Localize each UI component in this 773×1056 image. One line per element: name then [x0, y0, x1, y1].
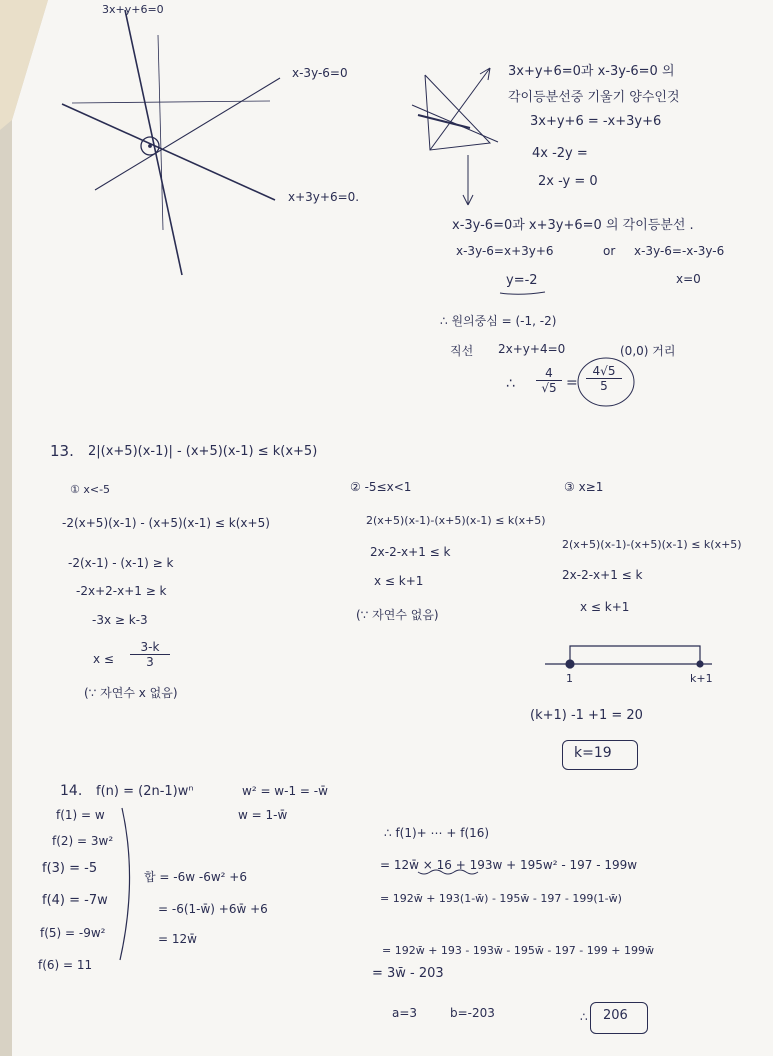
- sol12-or: or: [603, 244, 616, 258]
- p13-case1-l5: x ≤: [93, 652, 114, 666]
- sol12-res-x: x=0: [676, 272, 701, 286]
- sol12-res-y: y=-2: [506, 273, 538, 288]
- sol12-frac1: $\frac{4}{√5}$: [536, 366, 562, 395]
- p14-w-sq: w² = w-1 = -w̄: [242, 784, 328, 798]
- p13-case1-l4: -3x ≥ k-3: [92, 613, 148, 627]
- p13-case2-l1: 2(x+5)(x-1)-(x+5)(x-1) ≤ k(x+5): [366, 514, 546, 527]
- p13-count: (k+1) -1 +1 = 20: [530, 708, 643, 723]
- sol12-dist: (0,0) 거리: [620, 344, 676, 358]
- p13-number: 13.: [50, 442, 74, 460]
- p14-r2: = 192w̄ + 193(1-w̄) - 195w̄ - 197 - 199(1-w̄): [380, 892, 622, 905]
- p13-case3-title: ③ x≥1: [564, 480, 604, 494]
- p14-sum1: 합 = -6w -6w² +6: [144, 870, 247, 884]
- p13-case1-note: (∵ 자연수 x 없음): [84, 686, 178, 700]
- p13-inequality: 2|(x+5)(x-1)| - (x+5)(x-1) ≤ k(x+5): [88, 444, 318, 459]
- p14-r3: = 192w̄ + 193 - 193w̄ - 195w̄ - 197 - 199 + 199w̄: [382, 944, 654, 957]
- p13-case2-l2: 2x-2-x+1 ≤ k: [370, 545, 451, 559]
- sketch-line-x+3y+6: [62, 104, 275, 200]
- p13-case2-title: ② -5≤x<1: [350, 480, 412, 494]
- p14-number: 14.: [60, 783, 83, 799]
- sol12-line1: 3x+y+6=0과 x-3y-6=0 의: [508, 64, 675, 79]
- p13-case1-frac: $\frac{3-k}{3}$: [130, 640, 170, 669]
- sol12-line-label: 직선: [450, 344, 474, 358]
- p14-f2: f(2) = 3w²: [52, 834, 114, 848]
- sol12-eq4: x-3y-6=x+3y+6: [456, 244, 554, 258]
- p13-case1-l1: -2(x+5)(x-1) - (x+5)(x-1) ≤ k(x+5): [62, 516, 270, 530]
- sketch-line-x-3y-6: [95, 78, 280, 190]
- p13-answer: k=19: [574, 745, 612, 761]
- p14-f1: f(1) = w: [56, 808, 105, 822]
- sol12-eq1: 3x+y+6 = -x+3y+6: [530, 114, 662, 129]
- sol12-line2: 각이등분선중 기울기 양수인것: [508, 90, 680, 105]
- label-line-x+3y+6: x+3y+6=0.: [288, 190, 360, 204]
- p13-case2-note: (∵ 자연수 없음): [356, 608, 439, 622]
- sol12-eq2: 4x -2y =: [532, 146, 588, 161]
- p13-case2-l3: x ≤ k+1: [374, 574, 424, 588]
- sol12-line-eq: 2x+y+4=0: [498, 342, 566, 356]
- p13-case1-title: ① x<-5: [70, 483, 111, 496]
- sol12-therefore: ∴: [506, 376, 515, 392]
- p14-r0: ∴ f(1)+ ⋯ + f(16): [384, 826, 490, 840]
- y-axis: [158, 35, 163, 230]
- p14-f4: f(4) = -7w: [42, 893, 108, 908]
- p14-b: b=-203: [450, 1006, 495, 1020]
- sol12-eq3: 2x -y = 0: [538, 174, 598, 189]
- label-line-3x+y+6: 3x+y+6=0: [102, 3, 164, 16]
- p13-case3-l3: x ≤ k+1: [580, 600, 630, 614]
- p14-r4: = 3w̄ - 203: [372, 966, 444, 981]
- p14-r1: = 12w̄ × 16 + 193w + 195w² - 197 - 199w: [380, 858, 638, 872]
- sol12-center: ∴ 원의중심 = (-1, -2): [440, 314, 557, 328]
- p13-numberline-right: k+1: [690, 672, 713, 685]
- p14-answer: 206: [603, 1008, 628, 1023]
- sol12-line3: x-3y-6=0과 x+3y+6=0 의 각이등분선 .: [452, 218, 694, 233]
- p13-numberline-left: 1: [566, 672, 573, 685]
- p14-fn: f(n) = (2n-1)wⁿ: [96, 784, 194, 799]
- p14-therefore: ∴: [580, 1010, 588, 1024]
- sol12-eq5: x-3y-6=-x-3y-6: [634, 244, 725, 258]
- p14-w-def: w = 1-w̄: [238, 808, 288, 822]
- p14-a: a=3: [392, 1006, 418, 1020]
- p13-case3-l2: 2x-2-x+1 ≤ k: [562, 568, 643, 582]
- p14-sum3: = 12w̄: [158, 932, 197, 946]
- p14-f6: f(6) = 11: [38, 958, 93, 972]
- p13-case1-l3: -2x+2-x+1 ≥ k: [76, 584, 167, 598]
- p13-case1-l2: -2(x-1) - (x-1) ≥ k: [68, 556, 174, 570]
- p14-f3: f(3) = -5: [42, 861, 98, 876]
- sol12-equals: =: [566, 375, 578, 391]
- p13-case3-l1: 2(x+5)(x-1)-(x+5)(x-1) ≤ k(x+5): [562, 538, 742, 551]
- p14-sum2: = -6(1-w̄) +6w̄ +6: [158, 902, 268, 916]
- p14-f5: f(5) = -9w²: [40, 926, 106, 940]
- sol12-frac2: $\frac{4√5}{5}$: [586, 364, 622, 393]
- label-line-x-3y-6: x-3y-6=0: [292, 66, 348, 80]
